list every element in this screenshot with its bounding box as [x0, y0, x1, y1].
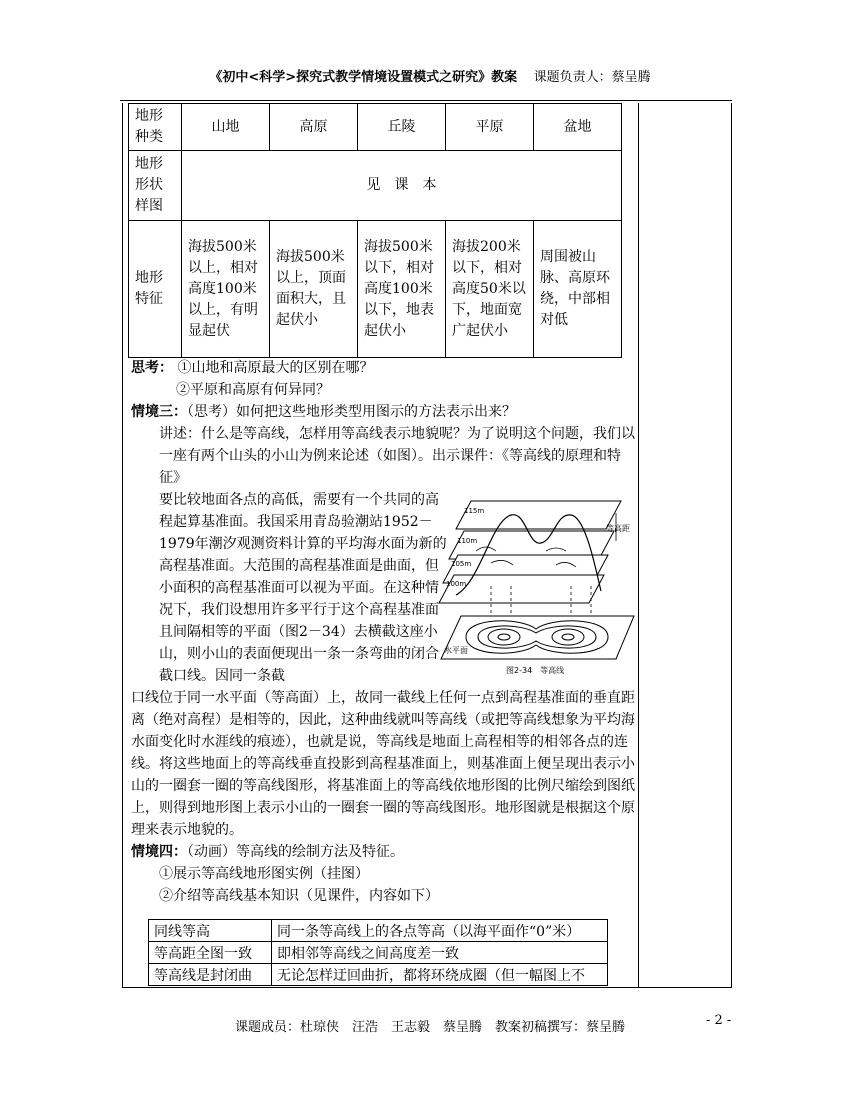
- scene4-text: （动画）等高线的绘制方法及特征。: [187, 844, 404, 860]
- figure-caption: 图2-34 等高线: [506, 666, 565, 675]
- type-cell: 盆地: [534, 104, 622, 151]
- row-header-type: 地形种类: [129, 104, 182, 151]
- contour-paragraph: 口线位于同一水平面（等高面）上，故同一截线上任何一点到高程基准面的垂直距离（绝对高程）是相等的，因此，这种曲线就叫等高线（或把等高线想象为平均海水面变化时水涯线的痕迹），也就是说，等高线是地面上高程相等的相邻各点的连线。将这些地面上的等高线垂直投影到高程基准面上，则基准面上便呈现出表示小山的一圈套一圈的等高线图形，将基准面上的等高线依地形图的比例尺缩绘到图纸上，则得到地形图上表示小山的一圈套一圈的等高线图形。地形图就是根据这个原理来表示地貌的。: [131, 690, 635, 838]
- label-interval: 等高距: [606, 524, 630, 533]
- think-question-1: ①山地和高原最大的区别在哪？: [177, 360, 374, 376]
- row-header-shape: 地形形状样图: [129, 151, 182, 221]
- header-rule: [120, 100, 732, 101]
- label-110: 110m: [457, 537, 478, 545]
- contour-facts-table: [148, 919, 608, 986]
- feature-cell: 周围被山脉、高原环绕，中部相对低: [534, 221, 622, 358]
- scene4-label: 情境四：: [131, 844, 187, 860]
- page-number: - 2 -: [706, 1013, 732, 1028]
- right-column-divider: [638, 103, 639, 987]
- contour-term: 等高距全图一致: [149, 942, 272, 964]
- header-title: 《初中<科学>探究式教学情境设置模式之研究》教案: [209, 70, 518, 85]
- table-row: [149, 920, 608, 942]
- shape-note: 见 课 本: [182, 151, 622, 221]
- page-header: [120, 66, 740, 85]
- contour-diagram: [436, 491, 636, 676]
- header-responsible: 课题负责人：蔡呈腾: [533, 70, 651, 85]
- type-cell: 平原: [446, 104, 534, 151]
- terrain-table: [128, 103, 622, 358]
- scene4-line: [131, 841, 636, 863]
- page-footer: 课题成员：杜琼侠 汪浩 王志毅 蔡呈腾 教案初稿撰写：蔡呈腾: [234, 1020, 625, 1035]
- feature-cell: 海拔500米以上，相对高度100米以上，有明显起伏: [182, 221, 270, 358]
- think-label: 思考：: [131, 360, 173, 376]
- lesson-body: [131, 357, 636, 907]
- think-line-1: [131, 357, 636, 379]
- feature-cell: 海拔200米以下，相对高度50米以下，地面宽广起伏小: [446, 221, 534, 358]
- scene3-label: 情境三：: [131, 404, 187, 420]
- feature-cell: 海拔500米以上，顶面面积大，且起伏小: [270, 221, 358, 358]
- explain-paragraph: 讲述：什么是等高线，怎样用等高线表示地貌呢？为了说明这个问题，我们以一座有两个山头的小山为例来论述（如图）。出示课件：《等高线的原理和特征》: [159, 426, 635, 486]
- contour-desc: 即相邻等高线之间高度差一致: [272, 942, 608, 964]
- type-cell: 山地: [182, 104, 270, 151]
- think-question-2: ②平原和高原有何异同？: [176, 382, 330, 398]
- contour-figure: [436, 491, 636, 676]
- contour-desc: 无论怎样迂回曲折，都将环绕成圈（但一幅图上不: [272, 964, 608, 986]
- label-plane: 水平面: [444, 646, 468, 655]
- baseline-paragraph: 要比较地面各点的高低，需要有一个共同的高程起算基准面。我国采用青岛验潮站1952－1979年潮汐观测资料计算的平均海水面为新的高程基准面。大范围的高程基准面是曲面，但小面积的高程基准面可以视为平面。在这种情况下，我们设想用许多平行于这个高程基准面且间隔相等的平面（图2－34）去横截这座小山，则小山的表面便现出一条一条弯曲的闭合截口线。因同一条截: [159, 492, 447, 684]
- contour-term: 同线等高: [149, 920, 272, 942]
- list-item-1: ①展示等高线地形图实例（挂图）: [159, 866, 369, 882]
- list-item-2: ②介绍等高线基本知识（见课件，内容如下）: [159, 888, 439, 904]
- label-105: 105m: [451, 560, 472, 568]
- row-header-feature: 地形特征: [129, 221, 182, 358]
- base-plane: [441, 616, 634, 659]
- feature-cell: 海拔500米以下，相对高度100米以下，地表起伏小: [358, 221, 446, 358]
- table-row: [149, 942, 608, 964]
- label-100: 100m: [446, 580, 467, 588]
- type-cell: 丘陵: [358, 104, 446, 151]
- plane-115: [456, 501, 621, 529]
- contour-term: 等高线是封闭曲: [149, 964, 272, 986]
- contour-desc: 同一条等高线上的各点等高（以海平面作“0”米）: [272, 920, 608, 942]
- scene3-line: [131, 401, 636, 423]
- type-cell: 高原: [270, 104, 358, 151]
- table-row: [149, 964, 608, 986]
- label-115: 115m: [464, 507, 485, 515]
- scene3-text: （思考）如何把这些地形类型用图示的方法表示出来？: [187, 404, 516, 420]
